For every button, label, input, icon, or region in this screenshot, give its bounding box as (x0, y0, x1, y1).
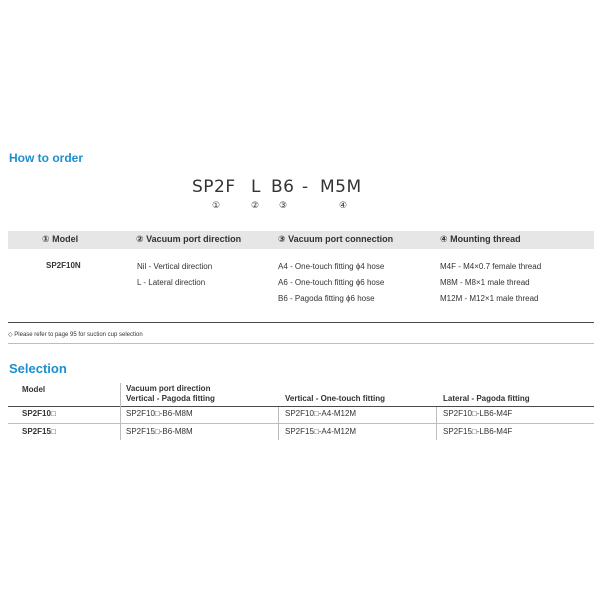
order-thread-option: M12M - M12×1 male thread (440, 294, 539, 303)
selection-header-direction: Vacuum port direction (126, 384, 211, 393)
selection-header-model: Model (22, 385, 46, 394)
order-header-connection: ③ Vacuum port connection (278, 234, 394, 244)
order-connection-option: B6 - Pagoda fitting ϕ6 hose (278, 294, 375, 303)
selection-column-divider (278, 424, 279, 440)
order-connection-option: A4 - One-touch fitting ϕ4 hose (278, 262, 385, 271)
order-table-bottom-rule (8, 322, 594, 323)
order-code-number-1: ① (212, 200, 221, 210)
selection-header-vertical-onetouch: Vertical - One-touch fitting (285, 394, 386, 403)
order-code-separator: - (302, 177, 309, 197)
order-header-direction: ② Vacuum port direction (136, 234, 242, 244)
selection-row-vertical-pagoda: SP2F15□-B6-M8M (126, 427, 193, 436)
selection-header-vertical-pagoda: Vertical - Pagoda fitting (126, 394, 215, 403)
order-code-number-3: ③ (279, 200, 288, 210)
selection-header-lateral-pagoda: Lateral - Pagoda fitting (443, 394, 530, 403)
selection-row-lateral-pagoda: SP2F10□-LB6-M4F (443, 409, 513, 418)
selection-row-vertical-onetouch: SP2F10□-A4-M12M (285, 409, 357, 418)
how-to-order-heading: How to order (9, 151, 83, 165)
selection-heading: Selection (9, 361, 67, 376)
selection-row-rule (8, 423, 594, 424)
selection-row-model: SP2F15□ (22, 427, 56, 436)
selection-column-divider (120, 383, 121, 425)
order-code-number-4: ④ (339, 200, 348, 210)
selection-row-vertical-onetouch: SP2F15□-A4-M12M (285, 427, 357, 436)
suction-cup-note: ◇ Please refer to page 95 for suction cup selection (8, 332, 143, 338)
order-code-part-direction: L (251, 177, 261, 197)
order-header-thread: ④ Mounting thread (440, 234, 521, 244)
selection-row-vertical-pagoda: SP2F10□-B6-M8M (126, 409, 193, 418)
order-thread-option: M8M - M8×1 male thread (440, 278, 530, 287)
order-thread-option: M4F - M4×0.7 female thread (440, 262, 542, 271)
note-rule (8, 343, 594, 344)
order-code-part-series: SP2F (192, 177, 236, 197)
selection-column-divider (436, 424, 437, 440)
order-code-number-2: ② (251, 200, 260, 210)
order-connection-option: A6 - One-touch fitting ϕ6 hose (278, 278, 385, 287)
order-direction-option: L - Lateral direction (137, 278, 206, 287)
order-model-value: SP2F10N (46, 261, 81, 270)
selection-row-lateral-pagoda: SP2F15□-LB6-M4F (443, 427, 513, 436)
selection-row-model: SP2F10□ (22, 409, 56, 418)
order-code-part-thread: M5M (320, 177, 362, 197)
order-code-part-connection: B6 (271, 177, 295, 197)
order-direction-option: Nil - Vertical direction (137, 262, 213, 271)
selection-column-divider (120, 424, 121, 440)
order-header-model: ① Model (42, 234, 79, 244)
selection-header-rule (8, 406, 594, 407)
